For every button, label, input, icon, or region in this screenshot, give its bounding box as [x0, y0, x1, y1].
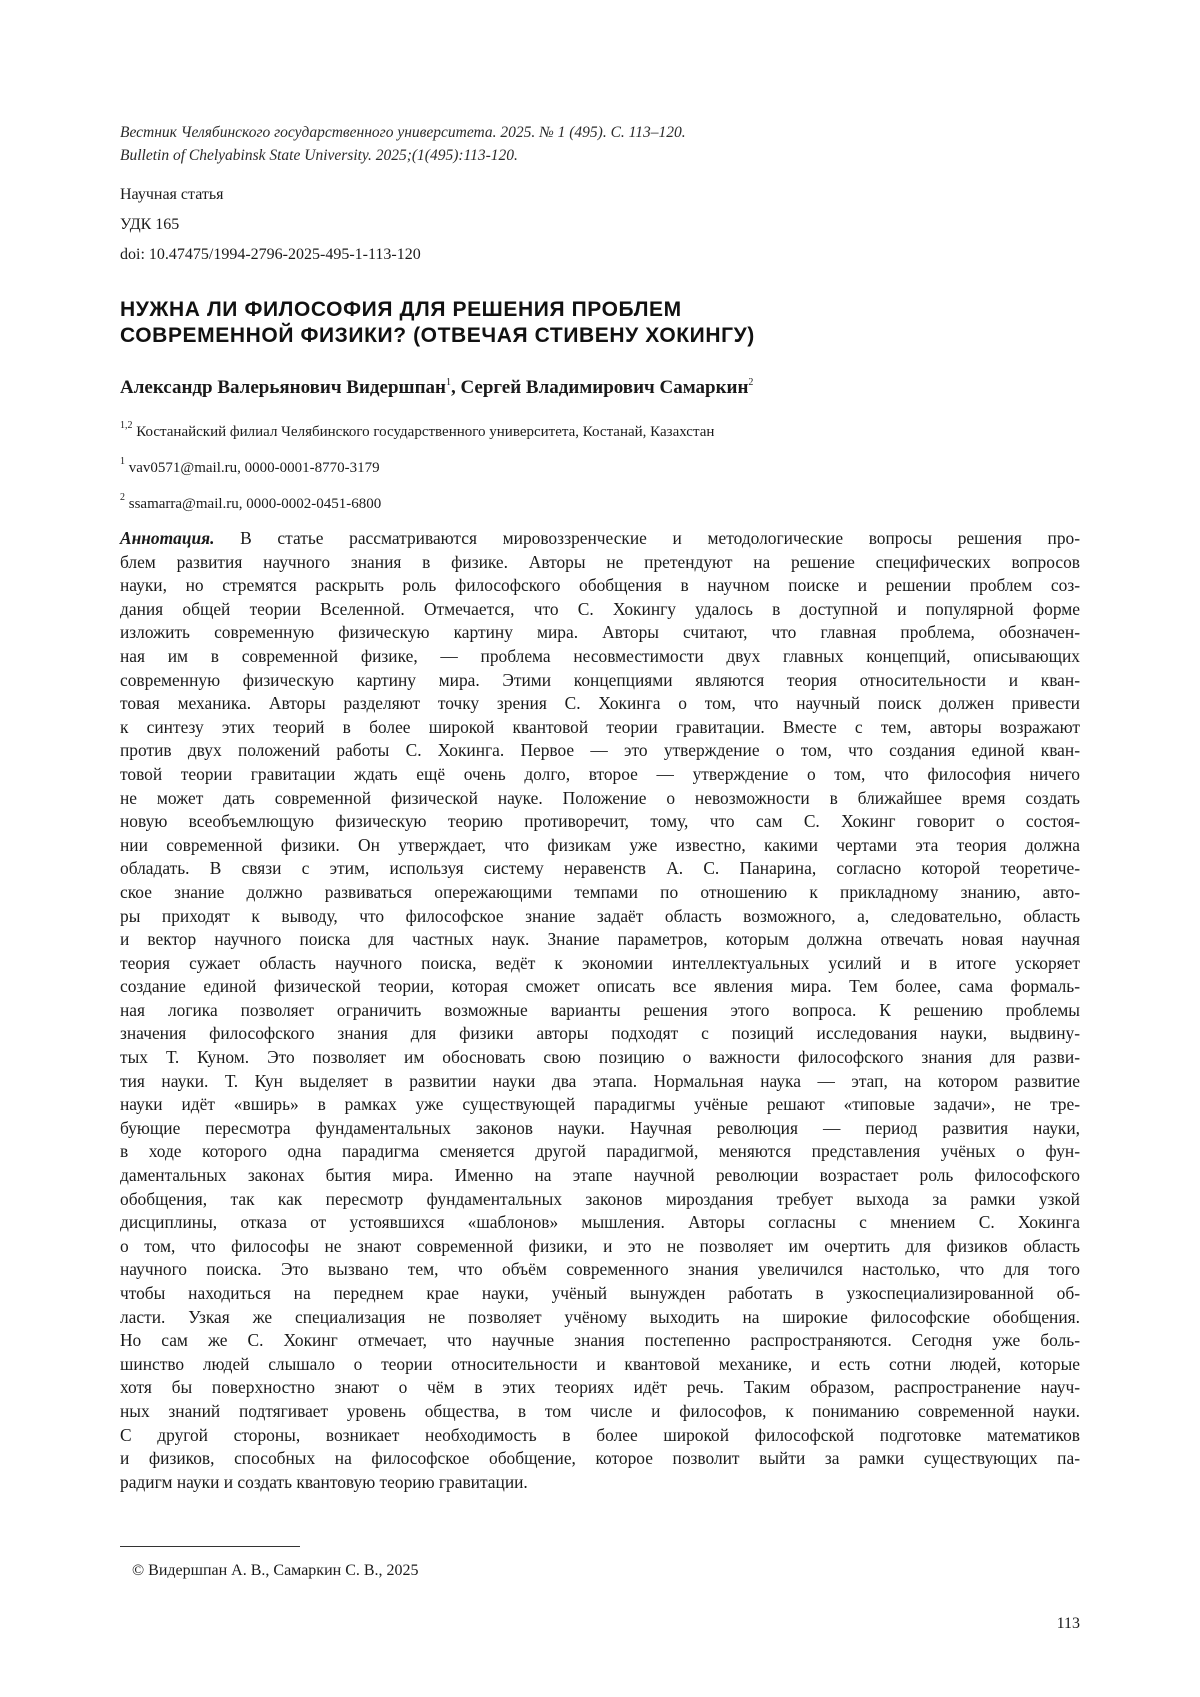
- abstract-line: современную физическую картину мира. Этими концепциями являются теория относительности и кван-: [120, 669, 1080, 690]
- author-separator: ,: [450, 377, 461, 398]
- abstract-line: научного поиска. Это вызвано тем, что объём современного знания увеличился настолько, что для того: [120, 1259, 1080, 1280]
- abstract-line: блем развития научного знания в физике. Авторы не претендуют на решение специфических вопросов: [120, 551, 1080, 572]
- journal-citation-en: Bulletin of Chelyabinsk State University. 2025;(1(495):113-120.: [120, 147, 518, 164]
- abstract-line: тия науки. Т. Кун выделяет в развитии науки два этапа. Нормальная наука — этап, на котором развитие: [120, 1070, 1080, 1091]
- abstract-line: Но сам же С. Хокинг отмечает, что научные знания постепенно распространяются. Сегодня уже боль-: [120, 1330, 1080, 1351]
- affiliation-mark: 1,2: [120, 420, 133, 431]
- article-title: [120, 297, 1080, 349]
- abstract-line: создание единой физической теории, которая сможет описать все явления мира. Тем более, сама формаль-: [120, 976, 1080, 997]
- author-name: Сергей Владимирович Самаркин: [460, 377, 749, 398]
- abstract-line: ная логика позволяет ограничить возможные варианты решения этого вопроса. К решению проблемы: [120, 999, 1080, 1020]
- affiliation-mark: 2: [120, 492, 125, 503]
- abstract-line: ское знание должно развиваться опережающими темпами по отношению к прикладному знанию, авто-: [120, 881, 1080, 902]
- abstract-line: ных знаний подтягивает уровень общества, в том числе и философов, к пониманию современной науки.: [120, 1400, 1080, 1421]
- abstract-line: даментальных законах бытия мира. Именно на этапе научной революции возрастает роль философского: [120, 1165, 1080, 1186]
- abstract-line: против двух положений работы С. Хокинга. Первое — это утверждение о том, что создания единой кван-: [120, 740, 1080, 761]
- author-affiliation-mark: 2: [748, 377, 754, 388]
- abstract-line: значения философского знания для физики авторы подходят с позиций исследования науки, выдвину-: [120, 1023, 1080, 1044]
- page-number: 113: [1056, 1615, 1080, 1632]
- abstract-line: ласти. Узкая же специализация не позволяет учёному выходить на широкие философские обобщения.: [120, 1306, 1080, 1327]
- abstract-line: бующие пересмотра фундаментальных законов науки. Научная революция — период развития науки,: [120, 1117, 1080, 1138]
- abstract-line: тых Т. Куном. Это позволяет им обосновать свою позицию о важности философского знания для разви-: [120, 1047, 1080, 1068]
- abstract-line: в ходе которого одна парадигма сменяется другой парадигмой, меняются представления учёных о фун-: [120, 1141, 1080, 1162]
- author-affiliation-mark: 1: [445, 377, 451, 388]
- author-email-orcid: vav0571@mail.ru, 0000-0001-8770-3179: [128, 460, 380, 476]
- abstract-line: к синтезу этих теорий в более широкой квантовой теории гравитации. Вместе с тем, авторы возражают: [120, 716, 1080, 737]
- journal-citation-ru: Вестник Челябинского государственного университета. 2025. № 1 (495). С. 113–120.: [120, 124, 686, 141]
- author-name: Александр Валерьянович Видершпан: [120, 377, 446, 398]
- article-type: Научная статья: [120, 186, 224, 203]
- title-line: НУЖНА ЛИ ФИЛОСОФИЯ ДЛЯ РЕШЕНИЯ ПРОБЛЕМ: [120, 298, 682, 321]
- abstract-line: ры приходят к выводу, что философское знание задаёт область возможного, а, следовательно, область: [120, 905, 1080, 926]
- abstract-line: товой теории гравитации ждать ещё очень долго, второе — утверждение о том, что философия ничего: [120, 763, 1080, 784]
- abstract-line: не может дать современной физической науке. Положение о невозможности в ближайшее время создать: [120, 787, 1080, 808]
- abstract-line: ная им в современной физике, — проблема несовместимости двух главных концепций, описывающих: [120, 645, 1080, 666]
- title-line: СОВРЕМЕННОЙ ФИЗИКИ? (ОТВЕЧАЯ СТИВЕНУ ХОКИНГУ): [120, 324, 755, 347]
- copyright-notice: © Видершпан А. В., Самаркин С. В., 2025: [132, 1562, 419, 1579]
- udk-code: УДК 165: [120, 216, 180, 233]
- abstract-line: обобщения, так как пересмотр фундаментальных законов мироздания требует выхода за рамки узкой: [120, 1188, 1080, 1209]
- abstract-line: изложить современную физическую картину мира. Авторы считают, что главная проблема, обозначен-: [120, 622, 1080, 643]
- abstract-line: дания общей теории Вселенной. Отмечается, что С. Хокингу удалось в доступной и популярной форме: [120, 598, 1080, 619]
- affiliation-text: Костанайский филиал Челябинского государственного университета, Костанай, Казахстан: [136, 424, 715, 440]
- affiliation-line: [120, 417, 1080, 441]
- journal-header: [120, 121, 1080, 167]
- author-contact: [120, 489, 1080, 513]
- abstract: [120, 527, 1080, 1494]
- abstract-line: радигм науки и создать квантовую теорию гравитации.: [120, 1471, 528, 1492]
- abstract-line: науки идёт «вширь» в рамках уже существующей парадигмы учёные решают «типовые задачи», не тре-: [120, 1094, 1080, 1115]
- affiliation-mark: 1: [120, 456, 125, 467]
- abstract-line: о том, что философы не знают современной физики, и это не позволяет им очертить для физиков область: [120, 1235, 1080, 1256]
- author-email-orcid: ssamarra@mail.ru, 0000-0002-0451-6800: [128, 496, 382, 512]
- abstract-line: и вектор научного поиска для частных наук. Знание параметров, которым должна отвечать новая научная: [120, 929, 1080, 950]
- abstract-line: нии современной физики. Он утверждает, что физикам уже известно, какими чертами эта теория должна: [120, 834, 1080, 855]
- abstract-line: и физиков, способных на философское обобщение, которое позволит выйти за рамки существующих па-: [120, 1448, 1080, 1469]
- article-meta: [120, 185, 1080, 275]
- abstract-line: дисциплины, отказа от устоявшихся «шаблонов» мышления. Авторы согласны с мнением С. Хокинга: [120, 1212, 1080, 1233]
- abstract-line: науки, но стремятся раскрыть роль философского обобщения в научном поиске и решении проблем соз-: [120, 575, 1080, 596]
- abstract-line: С другой стороны, возникает необходимость в более широкой философской подготовке математиков: [120, 1424, 1080, 1445]
- abstract-line: обладать. В связи с этим, используя систему неравенств А. С. Панарина, согласно которой теоретиче-: [120, 858, 1080, 879]
- abstract-line: теория сужает область научного поиска, ведёт к экономии интеллектуальных усилий и в итоге ускоряет: [120, 952, 1080, 973]
- abstract-line: хотя бы поверхностно знают о чём в этих теориях идёт речь. Таким образом, распространение науч-: [120, 1377, 1080, 1398]
- abstract-line: шинство людей слышало о теории относительности и квантовой механике, и есть сотни людей, которые: [120, 1353, 1080, 1374]
- abstract-line: [120, 527, 1080, 551]
- abstract-line: товая механика. Авторы разделяют точку зрения С. Хокинга о том, что научный поиск должен привести: [120, 693, 1080, 714]
- abstract-text: В статье рассматриваются мировоззренческие и методологические вопросы решения про-: [214, 528, 1080, 548]
- author-contact: [120, 453, 1080, 477]
- footnote-rule: [120, 1546, 300, 1547]
- author-list: [120, 371, 1080, 400]
- abstract-label: Аннотация.: [120, 528, 215, 548]
- doi: doi: 10.47475/1994-2796-2025-495-1-113-120: [120, 246, 421, 263]
- abstract-line: новую всеобъемлющую физическую теорию противоречит, тому, что сам С. Хокинг говорит о состоя-: [120, 811, 1080, 832]
- affiliations: [120, 417, 1080, 525]
- abstract-line: чтобы находиться на переднем крае науки, учёный вынужден работать в узкоспециализированной об-: [120, 1283, 1080, 1303]
